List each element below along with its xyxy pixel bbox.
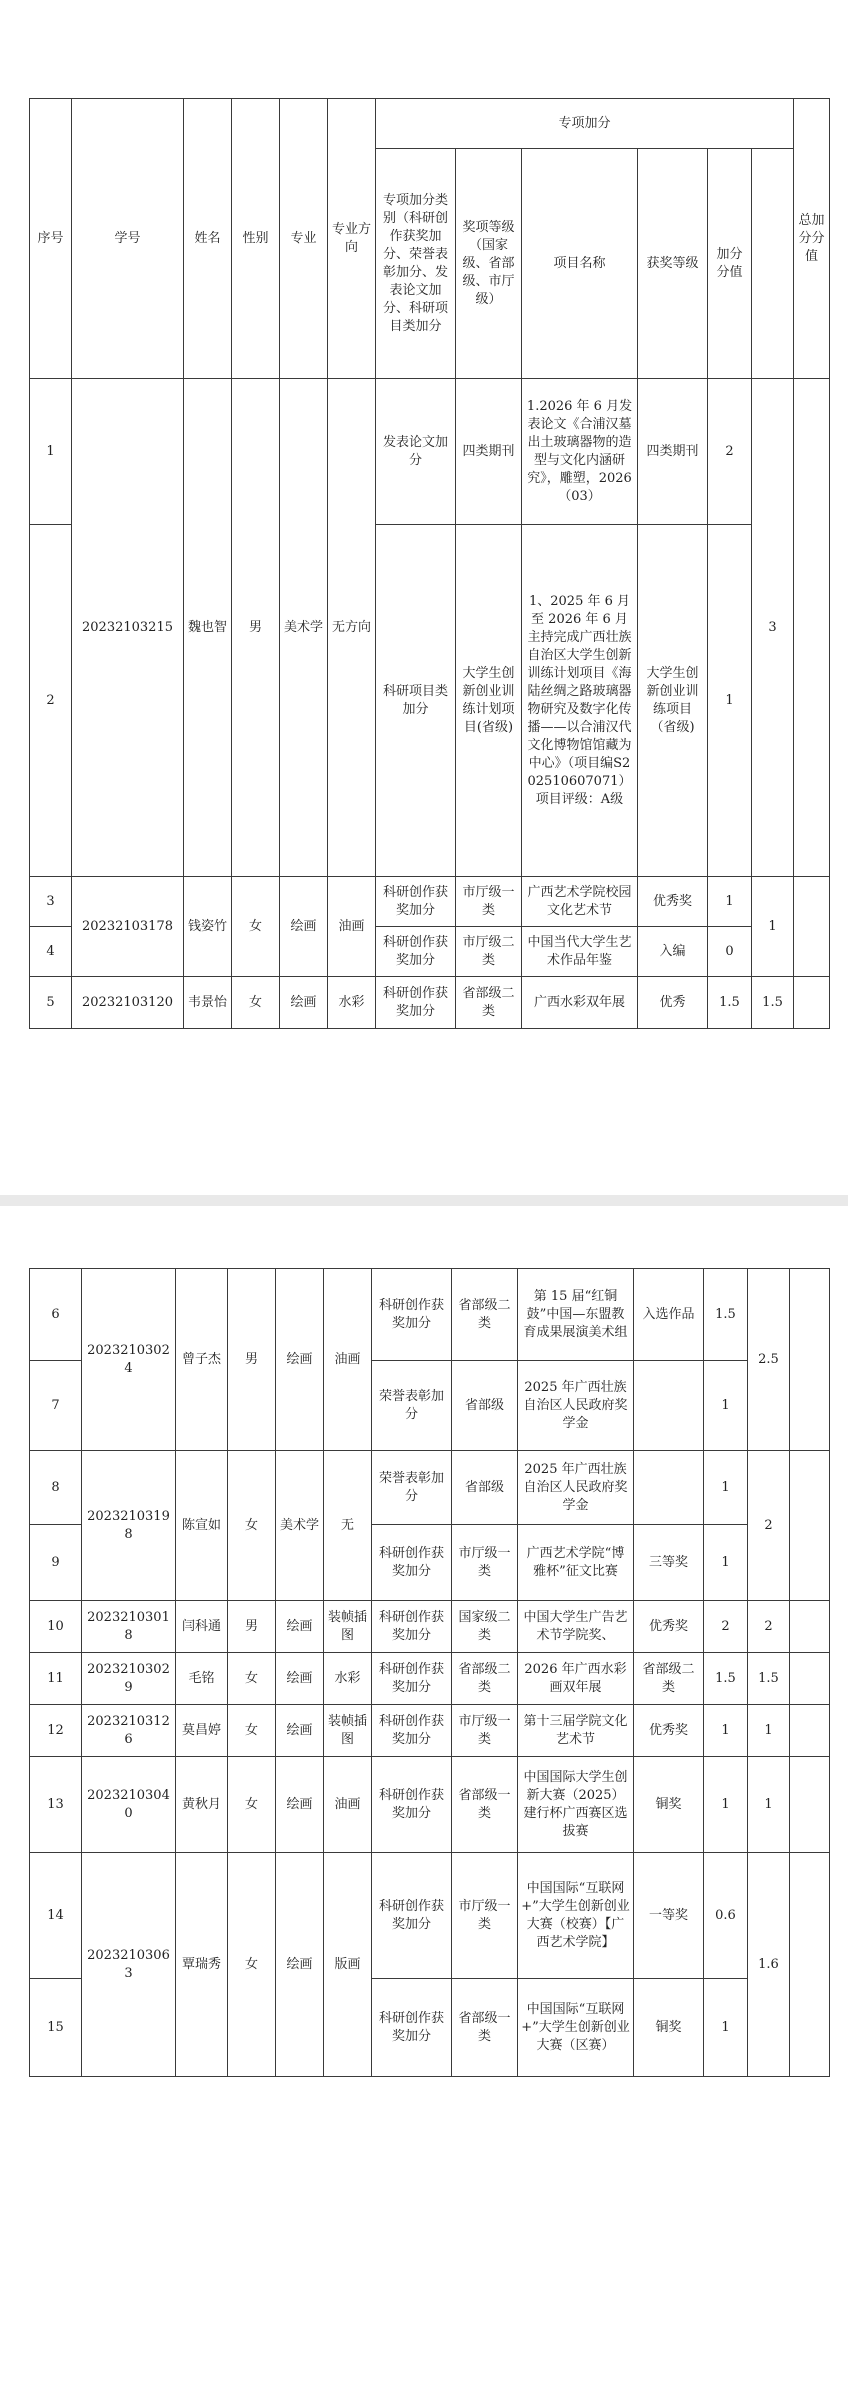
cell-student-id: 20232103024 — [82, 1269, 176, 1451]
cell-seq: 3 — [30, 877, 72, 927]
cell-level: 市厅级一类 — [456, 877, 522, 927]
cell-score: 1 — [704, 1757, 748, 1853]
cell-gender: 女 — [228, 1853, 276, 2077]
cell-level: 省部级一类 — [452, 1979, 518, 2077]
cell-project: 1、2025 年 6 月至 2026 年 6 月主持完成广西壮族自治区大学生创新训练计划项目《海陆丝绸之路玻璃器物研究及数字化传播——以合浦汉代文化博物馆馆藏为中心》（项目编S202510607071）项目评级：A级 — [522, 525, 638, 877]
cell-project: 第十三届学院文化艺术节 — [518, 1705, 634, 1757]
cell-grade: 优秀奖 — [634, 1601, 704, 1653]
cell-grade: 四类期刊 — [638, 379, 708, 525]
cell-grade: 大学生创新创业训练项目（省级) — [638, 525, 708, 877]
cell-gender: 女 — [228, 1705, 276, 1757]
cell-score: 1 — [708, 877, 752, 927]
cell-direction: 油画 — [324, 1269, 372, 1451]
cell-name: 钱姿竹 — [184, 877, 232, 977]
cell-project: 中国国际“互联网+”大学生创新创业大赛（校赛）【广西艺术学院】 — [518, 1853, 634, 1979]
cell-grade: 入选作品 — [634, 1269, 704, 1361]
cell-grade — [634, 1451, 704, 1525]
cell-total: 2 — [748, 1451, 790, 1601]
cell-major: 绘画 — [276, 1757, 324, 1853]
cell-project: 第 15 届“红铜鼓”中国—东盟教育成果展演美术组 — [518, 1269, 634, 1361]
cell-major: 绘画 — [276, 1853, 324, 2077]
cell-category: 科研创作获奖加分 — [376, 977, 456, 1029]
cell-category: 科研创作获奖加分 — [372, 1757, 452, 1853]
cell-remark — [790, 1451, 830, 1601]
cell-score: 1 — [704, 1361, 748, 1451]
cell-name: 黄秋月 — [176, 1757, 228, 1853]
cell-category: 科研创作获奖加分 — [372, 1705, 452, 1757]
cell-direction: 油画 — [324, 1757, 372, 1853]
cell-seq: 12 — [30, 1705, 82, 1757]
cell-gender: 女 — [228, 1451, 276, 1601]
cell-seq: 7 — [30, 1361, 82, 1451]
cell-level: 四类期刊 — [456, 379, 522, 525]
cell-gender: 男 — [232, 379, 280, 877]
cell-category: 科研创作获奖加分 — [376, 877, 456, 927]
cell-project: 广西艺术学院校园文化艺术节 — [522, 877, 638, 927]
header-project: 项目名称 — [522, 149, 638, 379]
cell-grade: 铜奖 — [634, 1979, 704, 2077]
cell-name: 陈宣如 — [176, 1451, 228, 1601]
cell-seq: 2 — [30, 525, 72, 877]
cell-direction: 水彩 — [328, 977, 376, 1029]
cell-major: 美术学 — [280, 379, 328, 877]
cell-seq: 11 — [30, 1653, 82, 1705]
cell-score: 0 — [708, 927, 752, 977]
table-row — [30, 1451, 830, 1525]
cell-grade: 一等奖 — [634, 1853, 704, 1979]
cell-project: 2025 年广西壮族自治区人民政府奖学金 — [518, 1361, 634, 1451]
cell-category: 科研创作获奖加分 — [372, 1601, 452, 1653]
page-2 — [0, 1206, 848, 2393]
cell-level: 市厅级一类 — [452, 1525, 518, 1601]
cell-gender: 男 — [228, 1269, 276, 1451]
cell-level: 市厅级一类 — [452, 1853, 518, 1979]
cell-project: 广西艺术学院“博雅杯”征文比赛 — [518, 1525, 634, 1601]
header-level: 奖项等级（国家级、省部级、市厅级） — [456, 149, 522, 379]
header-student-id: 学号 — [72, 99, 184, 379]
cell-direction: 水彩 — [324, 1653, 372, 1705]
cell-category: 荣誉表彰加分 — [372, 1361, 452, 1451]
header-grade: 获奖等级 — [638, 149, 708, 379]
cell-gender: 男 — [228, 1601, 276, 1653]
cell-seq: 10 — [30, 1601, 82, 1653]
cell-category: 科研创作获奖加分 — [376, 927, 456, 977]
cell-student-id: 20232103126 — [82, 1705, 176, 1757]
header-gender: 性别 — [232, 99, 280, 379]
cell-seq: 15 — [30, 1979, 82, 2077]
cell-level: 省部级 — [452, 1361, 518, 1451]
cell-score: 1 — [704, 1705, 748, 1757]
cell-direction: 装帧插图 — [324, 1601, 372, 1653]
cell-total: 1 — [748, 1757, 790, 1853]
cell-grade: 入编 — [638, 927, 708, 977]
cell-seq: 6 — [30, 1269, 82, 1361]
cell-student-id: 20232103198 — [82, 1451, 176, 1601]
table-row — [30, 1269, 830, 1361]
cell-seq: 14 — [30, 1853, 82, 1979]
cell-category: 荣誉表彰加分 — [372, 1451, 452, 1525]
cell-major: 绘画 — [280, 877, 328, 977]
table-row — [30, 1705, 830, 1757]
cell-student-id: 20232103018 — [82, 1601, 176, 1653]
cell-major: 绘画 — [276, 1653, 324, 1705]
cell-direction: 无 — [324, 1451, 372, 1601]
header-seq: 序号 — [30, 99, 72, 379]
cell-seq: 1 — [30, 379, 72, 525]
table-row — [30, 877, 830, 927]
cell-total: 1.5 — [752, 977, 794, 1029]
cell-direction: 无方向 — [328, 379, 376, 877]
cell-remark — [790, 1653, 830, 1705]
cell-level: 省部级一类 — [452, 1757, 518, 1853]
cell-level: 省部级二类 — [452, 1653, 518, 1705]
cell-remark — [794, 977, 830, 1029]
cell-remark — [794, 877, 830, 977]
cell-category: 科研创作获奖加分 — [372, 1525, 452, 1601]
cell-level: 市厅级二类 — [456, 927, 522, 977]
cell-level: 大学生创新创业训练计划项目(省级) — [456, 525, 522, 877]
cell-project: 中国国际“互联网+”大学生创新创业大赛（区赛） — [518, 1979, 634, 2077]
cell-score: 1 — [708, 525, 752, 877]
table-row — [30, 1601, 830, 1653]
table-row — [30, 977, 830, 1029]
header-total: 总加分分值 — [794, 99, 830, 379]
cell-total: 2 — [748, 1601, 790, 1653]
cell-grade: 优秀奖 — [638, 877, 708, 927]
cell-grade: 三等奖 — [634, 1525, 704, 1601]
cell-gender: 女 — [232, 877, 280, 977]
cell-project: 1.2026 年 6 月发表论文《合浦汉墓出土玻璃器物的造型与文化内涵研究》，雕塑，2026（03） — [522, 379, 638, 525]
cell-total: 1.5 — [748, 1653, 790, 1705]
cell-score: 1 — [704, 1979, 748, 2077]
cell-student-id: 20232103040 — [82, 1757, 176, 1853]
cell-project: 中国当代大学生艺术作品年鉴 — [522, 927, 638, 977]
cell-grade — [634, 1361, 704, 1451]
cell-grade: 省部级二类 — [634, 1653, 704, 1705]
cell-project: 2026 年广西水彩画双年展 — [518, 1653, 634, 1705]
cell-score: 1 — [704, 1525, 748, 1601]
table-row — [30, 1757, 830, 1853]
cell-remark — [790, 1705, 830, 1757]
cell-major: 绘画 — [276, 1269, 324, 1451]
cell-seq: 4 — [30, 927, 72, 977]
cell-grade: 优秀 — [638, 977, 708, 1029]
cell-total: 2.5 — [748, 1269, 790, 1451]
cell-total: 1 — [752, 877, 794, 977]
cell-category: 科研创作获奖加分 — [372, 1979, 452, 2077]
cell-direction: 油画 — [328, 877, 376, 977]
header-category: 专项加分类别（科研创作获奖加分、荣誉表彰加分、发表论文加分、科研项目类加分 — [376, 149, 456, 379]
header-major: 专业 — [280, 99, 328, 379]
header-name: 姓名 — [184, 99, 232, 379]
cell-project: 2025 年广西壮族自治区人民政府奖学金 — [518, 1451, 634, 1525]
cell-total: 1 — [748, 1705, 790, 1757]
header-direction: 专业方向 — [328, 99, 376, 379]
cell-level: 省部级二类 — [456, 977, 522, 1029]
cell-category: 科研创作获奖加分 — [372, 1269, 452, 1361]
cell-score: 1.5 — [708, 977, 752, 1029]
cell-category: 科研创作获奖加分 — [372, 1853, 452, 1979]
cell-remark — [790, 1757, 830, 1853]
cell-name: 韦景怡 — [184, 977, 232, 1029]
cell-seq: 13 — [30, 1757, 82, 1853]
cell-level: 国家级二类 — [452, 1601, 518, 1653]
cell-major: 美术学 — [276, 1451, 324, 1601]
cell-student-id: 20232103063 — [82, 1853, 176, 2077]
cell-student-id: 20232103215 — [72, 379, 184, 877]
cell-gender: 女 — [228, 1653, 276, 1705]
header-score: 加分分值 — [708, 149, 752, 379]
cell-student-id: 20232103178 — [72, 877, 184, 977]
cell-total: 1.6 — [748, 1853, 790, 2077]
page-1 — [0, 0, 848, 1195]
bonus-table-page-1 — [29, 98, 830, 1029]
table-row — [30, 1853, 830, 1979]
table-row — [30, 379, 830, 525]
cell-student-id: 20232103120 — [72, 977, 184, 1029]
cell-score: 1 — [704, 1451, 748, 1525]
cell-major: 绘画 — [276, 1705, 324, 1757]
cell-major: 绘画 — [280, 977, 328, 1029]
cell-seq: 5 — [30, 977, 72, 1029]
header-special-bonus: 专项加分 — [376, 99, 794, 149]
cell-student-id: 20232103029 — [82, 1653, 176, 1705]
cell-remark — [790, 1853, 830, 2077]
cell-score: 2 — [704, 1601, 748, 1653]
cell-seq: 9 — [30, 1525, 82, 1601]
cell-project: 中国国际大学生创新大赛（2025）建行杯广西赛区选拔赛 — [518, 1757, 634, 1853]
cell-gender: 女 — [228, 1757, 276, 1853]
cell-name: 曾子杰 — [176, 1269, 228, 1451]
cell-grade: 铜奖 — [634, 1757, 704, 1853]
cell-category: 科研创作获奖加分 — [372, 1653, 452, 1705]
cell-level: 省部级二类 — [452, 1269, 518, 1361]
cell-score: 1.5 — [704, 1653, 748, 1705]
cell-project: 中国大学生广告艺术节学院奖、 — [518, 1601, 634, 1653]
cell-project: 广西水彩双年展 — [522, 977, 638, 1029]
cell-grade: 优秀奖 — [634, 1705, 704, 1757]
bonus-table-page-2 — [29, 1268, 830, 2077]
table-row — [30, 1653, 830, 1705]
cell-direction: 版画 — [324, 1853, 372, 2077]
cell-level: 省部级 — [452, 1451, 518, 1525]
cell-score: 0.6 — [704, 1853, 748, 1979]
cell-name: 莫昌婷 — [176, 1705, 228, 1757]
cell-total: 3 — [752, 379, 794, 877]
cell-name: 毛铭 — [176, 1653, 228, 1705]
cell-category: 发表论文加分 — [376, 379, 456, 525]
cell-remark — [790, 1269, 830, 1451]
cell-gender: 女 — [232, 977, 280, 1029]
cell-major: 绘画 — [276, 1601, 324, 1653]
cell-score: 1.5 — [704, 1269, 748, 1361]
cell-category: 科研项目类加分 — [376, 525, 456, 877]
cell-name: 闫科通 — [176, 1601, 228, 1653]
cell-name: 魏也智 — [184, 379, 232, 877]
cell-seq: 8 — [30, 1451, 82, 1525]
cell-score: 2 — [708, 379, 752, 525]
cell-name: 覃瑞秀 — [176, 1853, 228, 2077]
cell-level: 市厅级一类 — [452, 1705, 518, 1757]
cell-direction: 装帧插图 — [324, 1705, 372, 1757]
cell-remark — [794, 379, 830, 877]
cell-remark — [790, 1601, 830, 1653]
